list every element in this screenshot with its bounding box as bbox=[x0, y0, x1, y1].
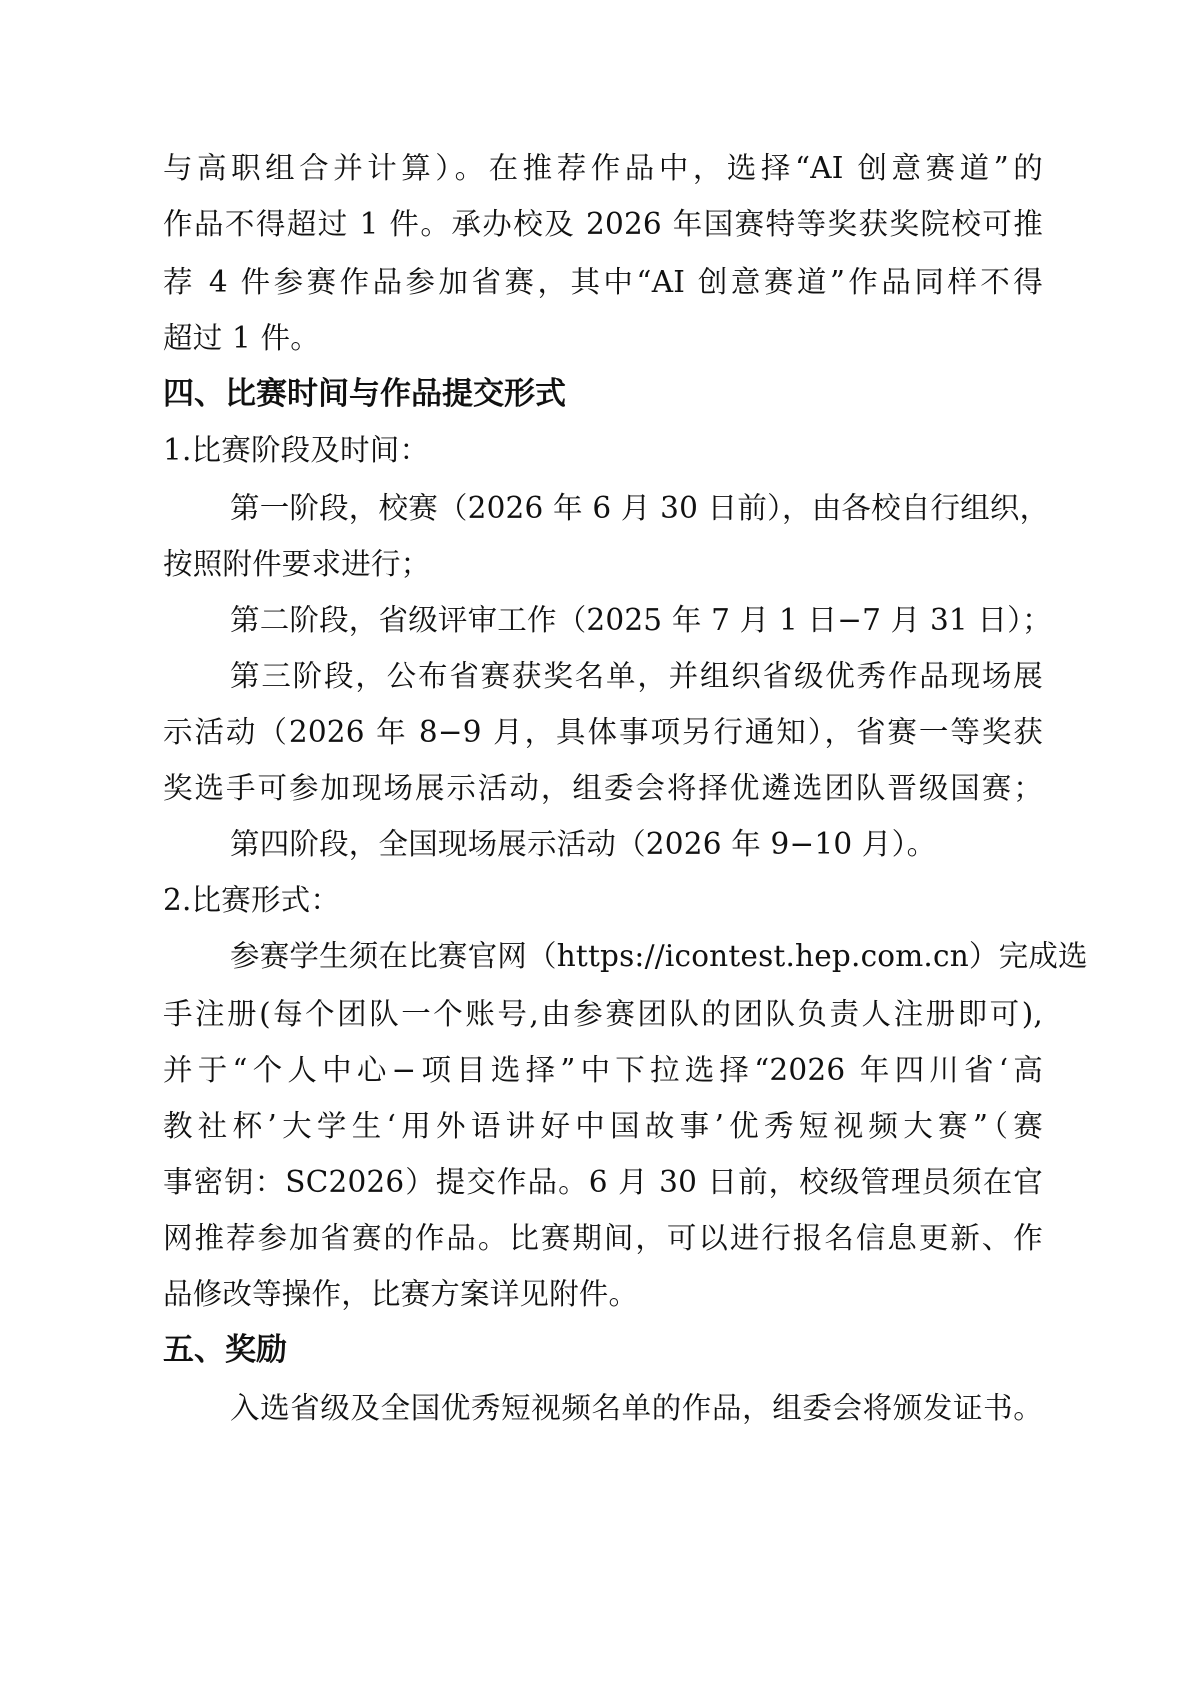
paragraph-line: 第二阶段，省级评审工作（2025 年 7 月 1 日−7 月 31 日）； bbox=[230, 603, 1052, 637]
section-heading: 四、比赛时间与作品提交形式 bbox=[163, 376, 566, 412]
paragraph-line: 手注册(每个团队一个账号,由参赛团队的团队负责人注册即可), bbox=[163, 997, 1043, 1031]
paragraph-line: 参赛学生须在比赛官网（https://icontest.hep.com.cn）完成选 bbox=[230, 939, 1088, 973]
paragraph-line: 第一阶段，校赛（2026 年 6 月 30 日前），由各校自行组织， bbox=[230, 491, 1050, 525]
subsection-heading: 2.比赛形式： bbox=[163, 883, 341, 917]
paragraph-line: 作品不得超过 1 件。承办校及 2026 年国赛特等奖获奖院校可推 bbox=[163, 207, 1043, 241]
subsection-heading: 1.比赛阶段及时间： bbox=[163, 433, 430, 467]
paragraph-line: 与高职组合并计算）。在推荐作品中，选择“AI 创意赛道”的 bbox=[163, 151, 1043, 185]
paragraph-line: 荐 4 件参赛作品参加省赛，其中“AI 创意赛道”作品同样不得 bbox=[163, 265, 1043, 299]
paragraph-line: 网推荐参加省赛的作品。比赛期间，可以进行报名信息更新、作 bbox=[163, 1221, 1043, 1255]
paragraph-line: 示活动（2026 年 8−9 月，具体事项另行通知），省赛一等奖获 bbox=[163, 715, 1043, 749]
paragraph-line: 事密钥：SC2026）提交作品。6 月 30 日前，校级管理员须在官 bbox=[163, 1165, 1043, 1199]
paragraph-line: 按照附件要求进行； bbox=[163, 547, 431, 581]
paragraph-line: 奖选手可参加现场展示活动，组委会将择优遴选团队晋级国赛； bbox=[163, 771, 1043, 805]
paragraph-line: 教社杯’大学生‘用外语讲好中国故事’优秀短视频大赛”（赛 bbox=[163, 1109, 1043, 1143]
section-heading: 五、奖励 bbox=[163, 1332, 287, 1368]
paragraph-line: 并于“个人中心−项目选择”中下拉选择“2026 年四川省‘高 bbox=[163, 1053, 1043, 1087]
paragraph-line: 超过 1 件。 bbox=[163, 321, 320, 355]
paragraph-line: 第三阶段，公布省赛获奖名单，并组织省级优秀作品现场展 bbox=[230, 659, 1043, 693]
paragraph-line: 第四阶段，全国现场展示活动（2026 年 9−10 月）。 bbox=[230, 827, 937, 861]
paragraph-line: 品修改等操作，比赛方案详见附件。 bbox=[163, 1277, 639, 1311]
paragraph-line: 入选省级及全国优秀短视频名单的作品，组委会将颁发证书。 bbox=[230, 1391, 1043, 1425]
